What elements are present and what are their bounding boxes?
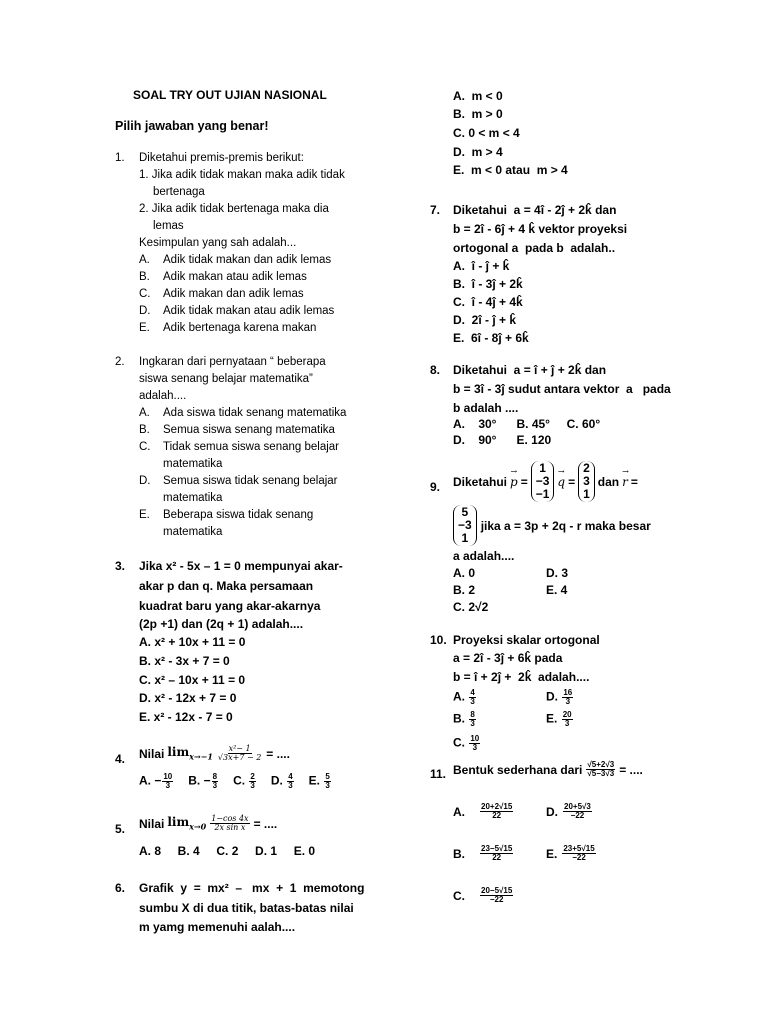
option-e[interactable]: E. Adik bertenaga karena makan (139, 322, 317, 334)
option-a[interactable]: A. Adik tidak makan dan adik lemas (139, 254, 332, 266)
option-d[interactable]: D. 3 (546, 566, 569, 580)
options-row (139, 773, 332, 790)
option-d-cont: matematika (163, 492, 223, 504)
option-b[interactable]: B. m > 0 (453, 107, 503, 121)
question-stem: Jika x² - 5x – 1 = 0 mempunyai akar- (139, 559, 343, 573)
option-a[interactable]: A. 0 (453, 566, 476, 580)
options-row[interactable]: A. 8 B. 4 C. 2 D. 1 E. 0 (139, 844, 316, 858)
option-c[interactable]: C. 2√2 (453, 600, 489, 614)
question-number: 3. (115, 559, 126, 573)
option-e[interactable]: E. Beberapa siswa tidak senang (139, 509, 314, 521)
premise-1: 1. Jika adik tidak makan maka adik tidak (139, 169, 345, 181)
option-e-cont: matematika (163, 526, 223, 538)
option-d[interactable]: D. x² - 12x + 7 = 0 (139, 691, 237, 705)
question-stem-cont: (2p +1) dan (2q + 1) adalah.... (139, 617, 304, 631)
option-a[interactable]: A. Ada siswa tidak senang matematika (139, 407, 347, 419)
question-stem: Bentuk sederhana dari $\frac{√5+2√3}{√5-3√3}$ = .... (453, 760, 643, 778)
option-b[interactable]: B. x² - 3x + 7 = 0 (139, 654, 230, 668)
option-c[interactable]: C. î - 4ĵ + 4k̂ (453, 295, 523, 309)
question-stem-cont: siswa senang belajar matematika” (139, 373, 313, 385)
question-number: 2. (115, 356, 125, 368)
question-stem: Diketahui a = î + ĵ + 2k̂ dan (453, 363, 607, 377)
limit-expression: Nilai $\lim_{x\to-1}$ $\frac{\text{x²− 1}}{√3x+7 - 2}$ = .... (139, 744, 290, 762)
option-e[interactable]: E. $\frac{5}{3}$ (308, 772, 330, 790)
question-number: 4. (115, 752, 126, 766)
vector-p: 1 −3 −1 (531, 461, 555, 502)
vector-q: 2 3 1 (578, 461, 595, 502)
option-b[interactable]: B. $\frac{8}{3}$ (453, 710, 475, 728)
premise-2-cont: lemas (153, 220, 184, 232)
option-c-cont: matematika (163, 458, 223, 470)
option-c[interactable]: C. 0 < m < 4 (453, 126, 520, 140)
question-stem: Diketahui a = 4î - 2ĵ + 2k̂ dan (453, 203, 617, 217)
option-d[interactable]: D. $\frac{4}{3}$ (270, 772, 293, 790)
premise-2: 2. Jika adik tidak bertenaga maka dia (139, 203, 329, 215)
limit-expression: Nilai $\lim_{x\to 0}$ $\frac{1-\cos 4x}{\text{2x sin x}}$ = .... (139, 814, 278, 832)
question-number: 6. (115, 881, 126, 895)
option-a[interactable]: A. $\frac{4}{3}$ (453, 688, 475, 706)
question-number: 9. (430, 480, 441, 494)
option-d[interactable]: D. $\frac{16}{3}$ (546, 688, 573, 706)
option-c[interactable]: C. $\frac{2}{3}$ (233, 772, 255, 790)
option-c[interactable]: C. x² – 10x + 11 = 0 (139, 673, 246, 687)
question-stem-cont: sumbu X di dua titik, batas-batas nilai (139, 901, 354, 915)
option-a[interactable]: A. $\frac{20+2√15}{22}$ (453, 802, 513, 820)
option-e[interactable]: E. m < 0 atau m > 4 (453, 163, 568, 177)
option-e[interactable]: E. 4 (546, 583, 568, 597)
question-stem-cont: akar p dan q. Maka persamaan (139, 579, 314, 593)
question-stem: Grafik y = mx² – mx + 1 memotong (139, 881, 365, 895)
option-e[interactable]: E. $\frac{23+5√15}{-22}$ (546, 844, 595, 862)
question-stem-cont: kuadrat baru yang akar-akarnya (139, 599, 321, 613)
question-stem: Diketahui premis-premis berikut: (139, 152, 304, 164)
option-a[interactable]: A. m < 0 (453, 89, 503, 103)
question-ask: Kesimpulan yang sah adalah... (139, 237, 297, 249)
question-stem-cont: m yamg memenuhi aalah.... (139, 920, 296, 934)
option-d[interactable]: D. Semua siswa tidak senang belajar (139, 475, 338, 487)
options-row-2[interactable]: D. 90° E. 120 (453, 433, 552, 447)
option-d[interactable]: D. Adik tidak makan atau adik lemas (139, 305, 335, 317)
question-number: 8. (430, 363, 441, 377)
option-d[interactable]: D. $\frac{20+5√3}{-22}$ (546, 802, 591, 820)
option-e[interactable]: E. 6î - 8ĵ + 6k̂ (453, 331, 529, 345)
option-b[interactable]: B. $\frac{23-5√15}{22}$ (453, 844, 513, 862)
option-d[interactable]: D. 2î - ĵ + k̂ (453, 313, 517, 327)
question-stem-cont: b = î + 2ĵ + 2k̂ adalah.... (453, 670, 590, 684)
option-b[interactable]: B. î - 3ĵ + 2k̂ (453, 277, 523, 291)
vector-definitions: Diketahui → p = 1 −3 −1 → q = 2 3 1 dan → r = (453, 461, 638, 502)
option-c[interactable]: C. Adik makan dan adik lemas (139, 288, 304, 300)
option-c[interactable]: C. $\frac{20-5√15}{-22}$ (453, 886, 513, 904)
question-stem-cont: b = 2î - 6ĵ + 4 k̂ vektor proyeksi (453, 222, 628, 236)
vector-r: 5 −3 1 (453, 505, 477, 546)
question-number: 11. (430, 767, 447, 781)
question-stem-cont: b adalah .... (453, 401, 519, 415)
question-number: 10. (430, 633, 447, 647)
option-b[interactable]: B. Semua siswa senang matematika (139, 424, 335, 436)
question-ask: a adalah.... (453, 549, 515, 563)
question-stem-cont: a = 2î - 3ĵ + 6k̂ pada (453, 651, 563, 665)
exam-title: SOAL TRY OUT UJIAN NASIONAL (133, 88, 327, 102)
option-a[interactable]: A. î - ĵ + k̂ (453, 259, 510, 273)
vector-r-row: 5 −3 1 jika a = 3p + 2q - r maka besar (453, 505, 651, 546)
option-a[interactable]: A. x² + 10x + 11 = 0 (139, 635, 246, 649)
option-b[interactable]: B. Adik makan atau adik lemas (139, 271, 307, 283)
question-stem: Proyeksi skalar ortogonal (453, 633, 600, 647)
option-e[interactable]: E. $\frac{20}{3}$ (546, 710, 572, 728)
option-c[interactable]: C. $\frac{10}{3}$ (453, 734, 480, 752)
premise-1-cont: bertenaga (153, 186, 205, 198)
options-row-1[interactable]: A. 30° B. 45° C. 60° (453, 417, 601, 431)
question-number: 7. (430, 203, 441, 217)
question-number: 1. (115, 152, 125, 164)
question-number: 5. (115, 822, 126, 836)
question-stem-cont: b = 3î - 3ĵ sudut antara vektor a pada (453, 382, 671, 396)
question-stem-cont: ortogonal a pada b adalah.. (453, 241, 616, 255)
option-b[interactable]: B. − $\frac{8}{3}$ (188, 772, 218, 790)
option-c[interactable]: C. Tidak semua siswa senang belajar (139, 441, 339, 453)
option-d[interactable]: D. m > 4 (453, 145, 503, 159)
option-b[interactable]: B. 2 (453, 583, 476, 597)
option-a[interactable]: A. − $\frac{10}{3}$ (139, 772, 173, 790)
option-e[interactable]: E. x² - 12x - 7 = 0 (139, 710, 233, 724)
question-stem-cont: adalah.... (139, 390, 187, 402)
question-stem: Ingkaran dari pernyataan “ beberapa (139, 356, 326, 368)
instruction: Pilih jawaban yang benar! (115, 119, 269, 133)
